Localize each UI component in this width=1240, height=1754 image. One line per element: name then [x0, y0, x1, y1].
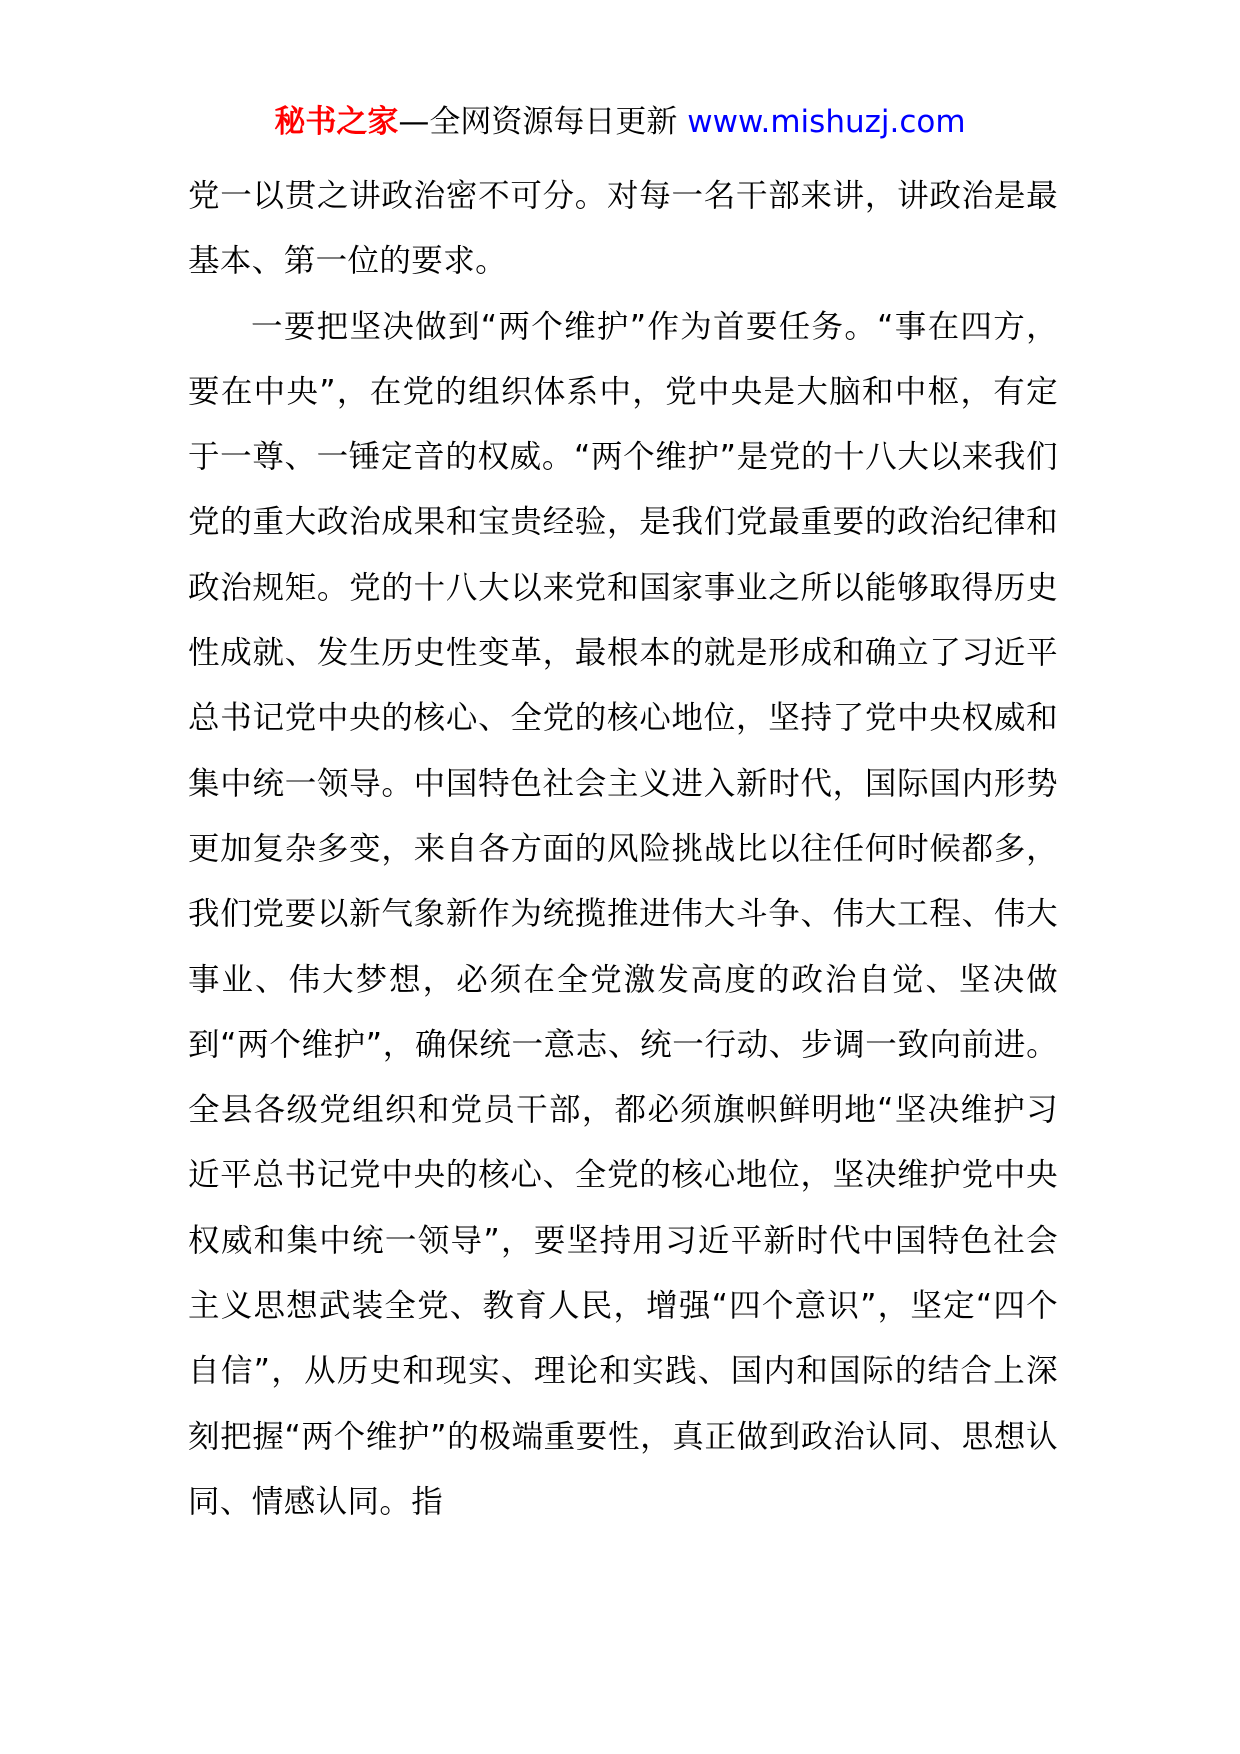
- header-tagline: —全网资源每日更新: [398, 104, 688, 140]
- document-body: [188, 164, 1058, 1535]
- paragraph-continuation: 党一以贯之讲政治密不可分。对每一名干部来讲，讲政治是最基本、第一位的要求。: [188, 178, 1058, 280]
- paragraph-first-task: 一要把坚决做到“两个维护”作为首要任务。“事在四方，要在中央”，在党的组织体系中，党中央是大脑和中枢，有定于一尊、一锤定音的权威。“两个维护”是党的十八大以来我们党的重大政治成果和宝贵经验，是我们党最重要的政治纪律和政治规矩。党的十八大以来党和国家事业之所以能够取得历史性成就、发生历史性变革，最根本的就是形成和确立了习近平总书记党中央的核心、全党的核心地位，坚持了党中央权威和集中统一领导。中国特色社会主义进入新时代，国际国内形势更加复杂多变，来自各方面的风险挑战比以往任何时候都多，我们党要以新气象新作为统揽推进伟大斗争、伟大工程、伟大事业、伟大梦想，必须在全党激发高度的政治自觉、坚决做到“两个维护”，确保统一意志、统一行动、步调一致向前进。全县各级党组织和党员干部，都必须旗帜鲜明地“坚决维护习近平总书记党中央的核心、全党的核心地位，坚决维护党中央权威和集中统一领导”，要坚持用习近平新时代中国特色社会主义思想武装全党、教育人民，增强“四个意识”，坚定“四个自信”，从历史和现实、理论和实践、国内和国际的结合上深刻把握“两个维护”的极端重要性，真正做到政治认同、思想认同、情感认同。指: [188, 308, 1058, 1520]
- brand-name: 秘书之家: [274, 104, 399, 140]
- page-header: [0, 100, 1240, 144]
- site-url-link[interactable]: www.mishuzj.com: [687, 104, 966, 140]
